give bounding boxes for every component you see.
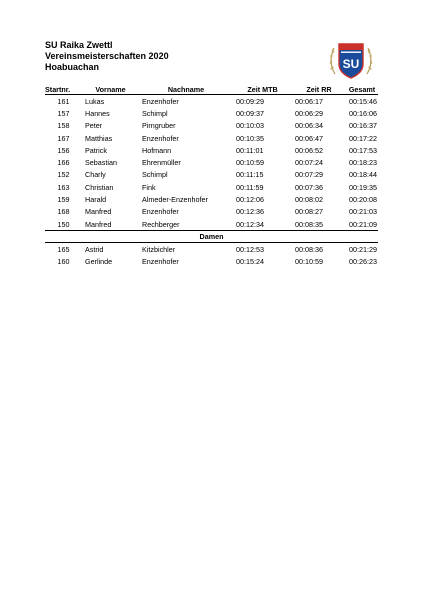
group-row-damen [45,231,378,243]
time-total-cell: 00:21:03 [349,207,377,217]
start-number-cell: 161 [57,96,70,106]
time-rr-cell: 00:06:47 [295,133,323,143]
time-total-cell: 00:17:53 [349,145,377,155]
first-name-cell: Manfred [85,219,112,229]
first-name-cell: Manfred [85,207,112,217]
first-name-cell: Sebastian [85,158,117,168]
time-rr-cell: 00:06:34 [295,121,323,131]
start-number-cell: 156 [57,145,70,155]
time-total-cell: 00:18:44 [349,170,377,180]
table-row [45,107,378,119]
last-name-cell: Pirngruber [142,121,176,131]
start-number-cell: 166 [57,158,70,168]
event-title: Vereinsmeisterschaften 2020 [45,51,169,61]
col-header-vorname: Vorname [82,84,139,95]
first-name-cell: Charly [85,170,106,180]
time-total-cell: 00:16:06 [349,108,377,118]
time-mtb-cell: 00:09:37 [236,108,264,118]
time-rr-cell: 00:06:17 [295,96,323,106]
first-name-cell: Lukas [85,96,105,106]
start-number-cell: 158 [57,121,70,131]
document-header [45,40,169,73]
start-number-cell: 152 [57,170,70,180]
last-name-cell: Schimpl [142,170,168,180]
start-number-cell: 165 [57,244,70,254]
table-header-row [45,84,378,95]
time-total-cell: 00:21:09 [349,219,377,229]
time-rr-cell: 00:10:59 [295,257,323,267]
time-mtb-cell: 00:10:59 [236,158,264,168]
last-name-cell: Almeder-Enzenhofer [142,195,208,205]
time-mtb-cell: 00:12:36 [236,207,264,217]
start-number-cell: 160 [57,257,70,267]
results-table [45,84,378,268]
club-crest-icon [326,40,376,82]
first-name-cell: Harald [85,195,107,205]
last-name-cell: Rechberger [142,219,180,229]
start-number-cell: 168 [57,207,70,217]
table-row [45,120,378,132]
last-name-cell: Enzenhofer [142,96,179,106]
last-name-cell: Enzenhofer [142,207,179,217]
time-total-cell: 00:18:23 [349,158,377,168]
first-name-cell: Christian [85,182,114,192]
time-rr-cell: 00:06:52 [295,145,323,155]
table-row [45,169,378,181]
start-number-cell: 167 [57,133,70,143]
col-header-startnr: Startnr. [45,84,82,95]
club-name: SU Raika Zwettl [45,40,113,50]
time-total-cell: 00:17:22 [349,133,377,143]
time-mtb-cell: 00:11:15 [236,170,264,180]
table-row [45,132,378,144]
table-row [45,206,378,218]
time-mtb-cell: 00:15:24 [236,257,264,267]
last-name-cell: Fink [142,182,156,192]
first-name-cell: Astrid [85,244,104,254]
last-name-cell: Hofmann [142,145,172,155]
time-total-cell: 00:15:46 [349,96,377,106]
col-header-nachname: Nachname [139,84,233,95]
time-total-cell: 00:19:35 [349,182,377,192]
first-name-cell: Gerlinde [85,257,113,267]
last-name-cell: Ehrenmüller [142,158,181,168]
last-name-cell: Schimpl [142,108,168,118]
table-row [45,243,378,256]
table-row [45,181,378,193]
men-results [45,95,378,231]
table-row [45,144,378,156]
last-name-cell: Enzenhofer [142,257,179,267]
col-header-zeit-mtb: Zeit MTB [233,84,292,95]
table-row [45,95,378,108]
time-rr-cell: 00:08:27 [295,207,323,217]
time-rr-cell: 00:07:29 [295,170,323,180]
time-mtb-cell: 00:10:03 [236,121,264,131]
col-header-gesamt: Gesamt [346,84,378,95]
col-header-zeit-rr: Zeit RR [292,84,346,95]
start-number-cell: 157 [57,108,70,118]
time-total-cell: 00:20:08 [349,195,377,205]
time-mtb-cell: 00:11:59 [236,182,264,192]
time-rr-cell: 00:08:35 [295,219,323,229]
time-total-cell: 00:21:29 [349,244,377,254]
time-rr-cell: 00:06:29 [295,108,323,118]
table-row [45,256,378,268]
start-number-cell: 150 [57,219,70,229]
time-rr-cell: 00:07:36 [295,182,323,192]
first-name-cell: Peter [85,121,103,131]
time-mtb-cell: 00:09:29 [236,96,264,106]
crest-text: SU [342,57,360,71]
group-label: Damen [45,231,378,243]
table-row [45,193,378,205]
time-mtb-cell: 00:10:35 [236,133,264,143]
table-row [45,218,378,231]
time-mtb-cell: 00:11:01 [236,145,264,155]
last-name-cell: Kitzbichler [142,244,176,254]
start-number-cell: 163 [57,182,70,192]
table-row [45,156,378,168]
first-name-cell: Matthias [85,133,113,143]
time-rr-cell: 00:08:02 [295,195,323,205]
first-name-cell: Hannes [85,108,110,118]
time-mtb-cell: 00:12:34 [236,219,264,229]
women-results [45,243,378,268]
start-number-cell: 159 [57,195,70,205]
event-location: Hoabuachan [45,62,100,72]
last-name-cell: Enzenhofer [142,133,179,143]
first-name-cell: Patrick [85,145,107,155]
time-total-cell: 00:16:37 [349,121,377,131]
time-mtb-cell: 00:12:53 [236,244,264,254]
time-mtb-cell: 00:12:06 [236,195,264,205]
time-total-cell: 00:26:23 [349,257,377,267]
time-rr-cell: 00:08:36 [295,244,323,254]
time-rr-cell: 00:07:24 [295,158,323,168]
